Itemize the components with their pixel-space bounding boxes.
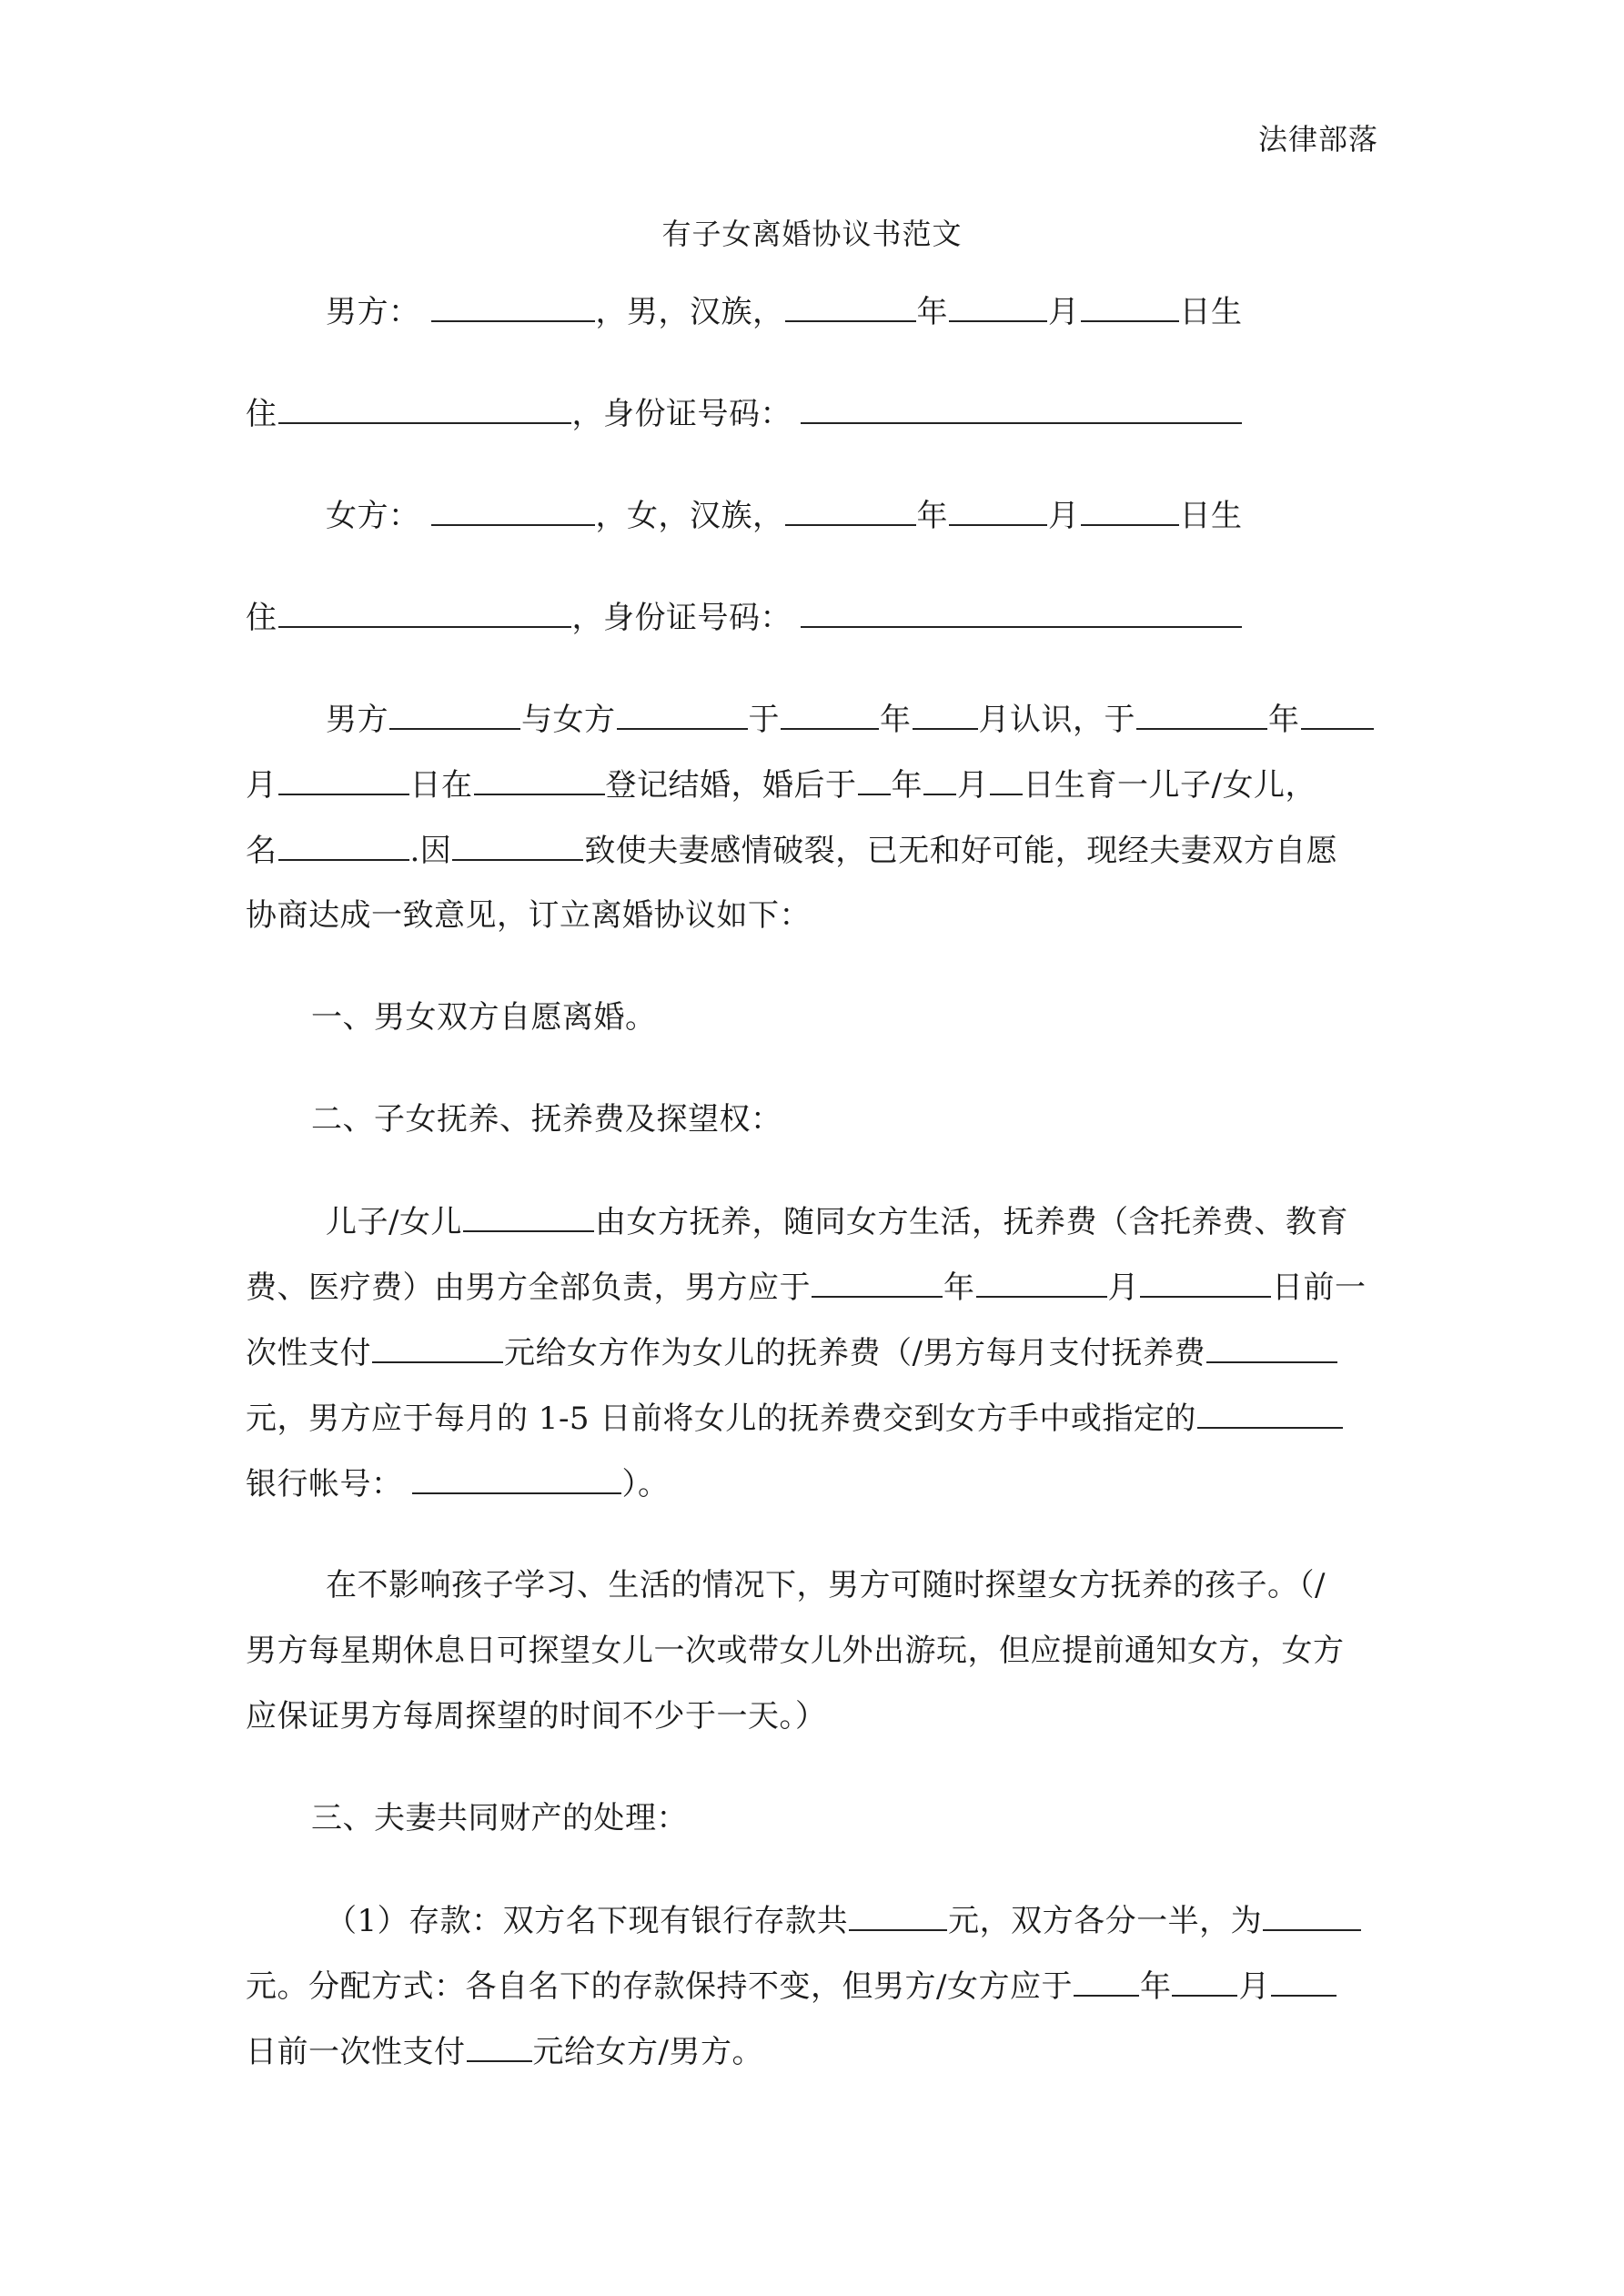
bank-name-blank[interactable] — [1197, 1400, 1343, 1429]
text: 年 — [943, 1269, 975, 1306]
payment-year-blank[interactable] — [812, 1269, 943, 1298]
visitation-line-1: 在不影响孩子学习、生活的情况下，男方可随时探望女方抚养的孩子。（/ — [326, 1567, 1326, 1603]
month-label: 月 — [1048, 498, 1080, 534]
child-birth-year-blank[interactable] — [858, 766, 891, 795]
document-title: 有子女离婚协议书范文 — [661, 217, 963, 251]
day-label: 日生 — [1179, 498, 1243, 534]
text: 于 — [748, 702, 780, 738]
text: 月认识，于 — [978, 702, 1135, 738]
visitation-line-2: 男方每星期休息日可探望女儿一次或带女儿外出游玩，但应提前通知女方，女方 — [246, 1633, 1345, 1669]
text: 元给女方作为女儿的抚养费（/男方每月支付抚养费 — [504, 1335, 1205, 1371]
custody-line-5 — [246, 1465, 670, 1502]
intro-line-1 — [246, 701, 1375, 738]
female-label: 女方： — [326, 498, 420, 534]
text: 月 — [1238, 1968, 1270, 2005]
male-id-blank[interactable] — [801, 395, 1242, 424]
text: 元，双方各分一半，为 — [948, 1903, 1263, 1939]
deposit-line-2 — [246, 1967, 1337, 2005]
male-address-line — [246, 395, 1243, 432]
intro-line-4: 协商达成一致意见，订立离婚协议如下： — [246, 897, 811, 934]
text: 年 — [891, 767, 923, 804]
text: 次性支付 — [246, 1335, 371, 1371]
visitation-line-3: 应保证男方每周探望的时间不少于一天。） — [246, 1698, 827, 1735]
year-label: 年 — [916, 498, 948, 534]
text: 日在 — [409, 767, 473, 804]
marriage-day-blank[interactable] — [278, 766, 409, 795]
brand-header: 法律部落 — [1257, 122, 1378, 157]
text: 月 — [246, 767, 277, 804]
section-1-heading: 一、男女双方自愿离婚。 — [311, 999, 657, 1036]
text: 致使夫妻感情破裂，已无和好可能，现经夫妻双方自愿 — [584, 833, 1338, 869]
deposit-month-blank[interactable] — [1172, 1967, 1237, 1997]
male-birth-year-blank[interactable] — [785, 293, 916, 322]
male-party-line — [246, 293, 1243, 330]
text: 由女方抚养，随同女方生活，抚养费（含托养费、教育 — [594, 1204, 1348, 1240]
text: 月 — [957, 767, 989, 804]
month-label: 月 — [1048, 294, 1080, 330]
child-birth-month-blank[interactable] — [923, 766, 956, 795]
deposit-line-3 — [246, 2033, 763, 2070]
text: （1）存款：双方名下现有银行存款共 — [326, 1903, 849, 1939]
deposit-day-blank[interactable] — [1271, 1967, 1337, 1997]
text: 年 — [880, 702, 912, 738]
male-birth-day-blank[interactable] — [1081, 293, 1179, 322]
section-2-heading: 二、子女抚养、抚养费及探望权： — [311, 1101, 782, 1138]
marriage-year-blank[interactable] — [1136, 701, 1267, 730]
text: 日前一次性支付 — [246, 2034, 466, 2070]
female-name-blank[interactable] — [431, 497, 595, 526]
lump-sum-amount-blank[interactable] — [372, 1334, 503, 1363]
text: 男方 — [326, 702, 388, 738]
male-birth-month-blank[interactable] — [949, 293, 1047, 322]
total-deposit-blank[interactable] — [849, 1902, 947, 1931]
male-name-blank[interactable] — [431, 293, 595, 322]
deposit-amount-blank[interactable] — [467, 2033, 532, 2062]
text: .因 — [409, 833, 452, 869]
year-label: 年 — [916, 294, 948, 330]
male-gender-ethnicity: ，男，汉族， — [595, 294, 784, 330]
child-birth-day-blank[interactable] — [990, 766, 1023, 795]
text: 元。分配方式：各自名下的存款保持不变，但男方/女方应于 — [246, 1968, 1073, 2005]
female-address-blank[interactable] — [278, 599, 571, 628]
text: 年 — [1139, 1968, 1172, 2005]
deposit-line-1 — [246, 1902, 1362, 1939]
male-label: 男方： — [326, 294, 420, 330]
female-birth-day-blank[interactable] — [1081, 497, 1179, 526]
custody-line-4 — [246, 1400, 1344, 1437]
payment-month-blank[interactable] — [976, 1269, 1107, 1298]
address-label: 住 — [246, 600, 277, 636]
monthly-amount-blank[interactable] — [1206, 1334, 1337, 1363]
female-birth-year-blank[interactable] — [785, 497, 916, 526]
female-birth-month-blank[interactable] — [949, 497, 1047, 526]
female-name-blank[interactable] — [617, 701, 748, 730]
text: 名 — [246, 833, 277, 869]
address-label: 住 — [246, 396, 277, 432]
met-month-blank[interactable] — [913, 701, 978, 730]
intro-line-2 — [246, 766, 1316, 804]
child-name-blank[interactable] — [278, 832, 409, 861]
section-3-heading: 三、夫妻共同财产的处理： — [311, 1800, 688, 1836]
text: 日生育一儿子/女儿， — [1023, 767, 1316, 804]
deposit-year-blank[interactable] — [1074, 1967, 1139, 1997]
text: 元给女方/男方。 — [532, 2034, 763, 2070]
registration-place-blank[interactable] — [474, 766, 605, 795]
custody-line-2 — [246, 1269, 1367, 1306]
child-name-blank[interactable] — [463, 1203, 594, 1232]
intro-line-3 — [246, 832, 1337, 869]
custody-line-3 — [246, 1334, 1338, 1371]
text: 儿子/女儿 — [326, 1204, 462, 1240]
marriage-month-blank[interactable] — [1301, 701, 1374, 730]
text: 月 — [1107, 1269, 1139, 1306]
payment-day-blank[interactable] — [1140, 1269, 1271, 1298]
text: 年 — [1268, 702, 1300, 738]
male-name-blank[interactable] — [389, 701, 520, 730]
custody-line-1 — [246, 1203, 1348, 1240]
male-address-blank[interactable] — [278, 395, 571, 424]
female-id-blank[interactable] — [801, 599, 1242, 628]
text: 登记结婚，婚后于 — [605, 767, 857, 804]
id-label: ，身份证号码： — [571, 396, 792, 432]
female-gender-ethnicity: ，女，汉族， — [595, 498, 784, 534]
bank-account-blank[interactable] — [412, 1465, 621, 1494]
text: 元，男方应于每月的 1-5 日前将女儿的抚养费交到女方手中或指定的 — [246, 1401, 1196, 1437]
text: 费、医疗费）由男方全部负责，男方应于 — [246, 1269, 811, 1306]
text: 日前一 — [1272, 1269, 1367, 1306]
female-party-line — [246, 497, 1243, 534]
divorce-reason-blank[interactable] — [452, 832, 583, 861]
id-label: ，身份证号码： — [571, 600, 792, 636]
half-deposit-blank[interactable] — [1263, 1902, 1361, 1931]
text: ）。 — [621, 1466, 670, 1502]
text: 与女方 — [521, 702, 616, 738]
day-label: 日生 — [1179, 294, 1243, 330]
text: 银行帐号： — [246, 1466, 403, 1502]
met-year-blank[interactable] — [781, 701, 879, 730]
female-address-line — [246, 599, 1243, 636]
